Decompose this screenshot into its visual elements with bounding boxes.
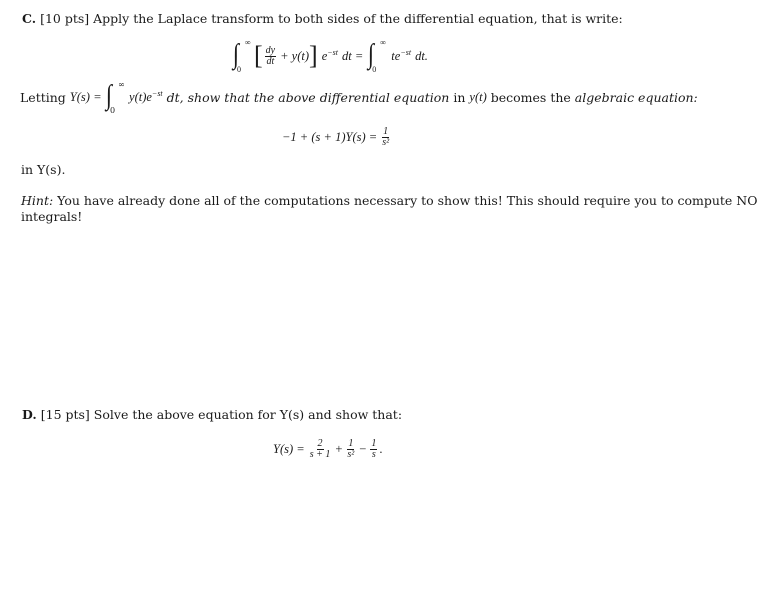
part-d-points: [15 pts] — [40, 407, 90, 422]
part-d-intro: Solve the above equation for Y(s) and show that: — [93, 407, 403, 422]
integral-right: ∫ ∞ 0 — [368, 38, 386, 74]
letting-line: Letting Y(s) = ∫ ∞ 0 $y(t)e^{-st}$ dt, show that the above differential equation in y(t) becomes the algebraic equation: — [20, 80, 698, 115]
integral-lower-limit: 0 — [237, 65, 241, 74]
fraction-1-over-s-squared: $\frac{1}{\text{s²}}$ — [347, 437, 355, 460]
part-c-points: [10 pts] — [40, 11, 90, 26]
integral-letting: ∫ ∞ 0 — [105, 80, 125, 115]
hint-label: Hint: — [21, 193, 54, 208]
laplace-equation: ∫ ∞ 0 [ $\frac{dy}{dt}$ + y(t) ] $e^{-st}$ dt = ∫ ∞ 0 $te^{-st}$ dt. — [232, 38, 428, 74]
integral-upper-limit: ∞ — [245, 38, 251, 47]
partial-fraction-equation: Y(s) = $\frac{2}{s + 1}$ + $\frac{1}{\text{s²}}$ − $\frac{1}{s}$ . — [273, 437, 383, 460]
hint-line-2: integrals! — [21, 209, 83, 224]
hint-text: You have already done all of the computations necessary to show this! This should require you to compute NO — [57, 193, 757, 208]
part-d-label: D. — [22, 407, 37, 422]
fraction-1-over-s: $\frac{1}{s}$ — [371, 437, 377, 460]
dt-equals: dt = — [342, 48, 364, 63]
part-c-label: C. — [22, 11, 37, 26]
plus-y-term: + y(t) — [280, 48, 310, 63]
algebraic-lhs: −1 + (s + 1)Y(s) = — [282, 129, 378, 144]
derivative-fraction: $\frac{dy}{dt}$ — [265, 44, 276, 67]
algebraic-equation — [282, 122, 392, 152]
fraction-2-over-s-plus-1: $\frac{2}{s + 1}$ — [309, 437, 331, 460]
integral-left: ∫ ∞ 0 — [232, 38, 251, 74]
one-over-s-squared: $\frac{1}{\text{s²}}$ — [382, 125, 390, 148]
hint-line-1 — [21, 193, 757, 209]
part-c-intro: Apply the Laplace transform to both sides of the differential equation, that is write: — [93, 11, 623, 26]
part-c-heading — [22, 11, 623, 27]
part-d-heading — [22, 407, 402, 423]
in-ys-text: in Y(s). — [21, 162, 66, 177]
ys-lhs: Y(s) = — [273, 441, 305, 456]
